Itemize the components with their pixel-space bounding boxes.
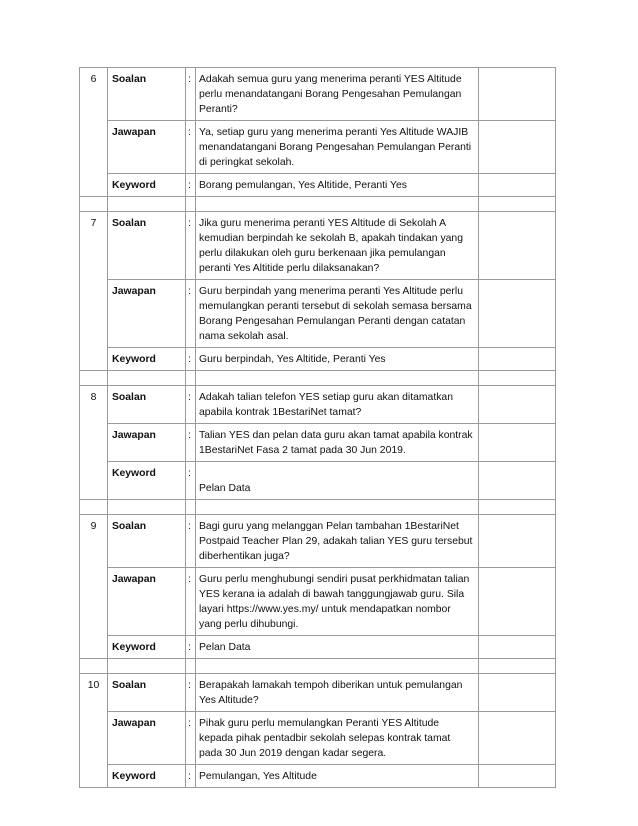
- answer-row: [80, 121, 556, 174]
- colon: :: [186, 515, 196, 568]
- faq-table: [79, 67, 556, 788]
- keyword-label: Keyword: [108, 636, 186, 659]
- keyword-row: [80, 765, 556, 788]
- question-text: Adakah talian telefon YES setiap guru akan ditamatkan apabila kontrak 1BestariNet tamat?: [196, 386, 479, 424]
- keyword-row: [80, 348, 556, 371]
- answer-row: [80, 424, 556, 462]
- question-row: [80, 515, 556, 568]
- colon: :: [186, 462, 196, 500]
- empty-cell: [479, 674, 556, 712]
- soalan-label: Soalan: [108, 68, 186, 121]
- spacer-row: [80, 659, 556, 674]
- question-row: [80, 674, 556, 712]
- empty-cell: [479, 636, 556, 659]
- keyword-label: Keyword: [108, 462, 186, 500]
- spacer-row: [80, 197, 556, 212]
- empty-cell: [479, 348, 556, 371]
- keyword-row: [80, 462, 556, 500]
- keyword-text: Pelan Data: [196, 636, 479, 659]
- colon: :: [186, 386, 196, 424]
- entry-number: 6: [80, 68, 108, 197]
- soalan-label: Soalan: [108, 515, 186, 568]
- answer-text: Pihak guru perlu memulangkan Peranti YES Altitude kepada pihak pentadbir sekolah selepas kontrak tamat pada 30 Jun 2019 dengan kadar segera.: [196, 712, 479, 765]
- question-row: [80, 212, 556, 280]
- answer-text: Talian YES dan pelan data guru akan tamat apabila kontrak 1BestariNet Fasa 2 tamat pada 30 Jun 2019.: [196, 424, 479, 462]
- entry-number: 8: [80, 386, 108, 500]
- colon: :: [186, 636, 196, 659]
- empty-cell: [479, 424, 556, 462]
- empty-cell: [479, 121, 556, 174]
- colon: :: [186, 568, 196, 636]
- question-text: Berapakah lamakah tempoh diberikan untuk pemulangan Yes Altitude?: [196, 674, 479, 712]
- entry-number: 9: [80, 515, 108, 659]
- answer-text: Guru perlu menghubungi sendiri pusat perkhidmatan talian YES kerana ia adalah di bawah tanggungjawab guru. Sila layari https://www.yes.my/ untuk mendapatkan nombor yang perlu dihubungi.: [196, 568, 479, 636]
- empty-cell: [479, 174, 556, 197]
- empty-cell: [479, 765, 556, 788]
- entry-number: 10: [80, 674, 108, 788]
- colon: :: [186, 424, 196, 462]
- answer-text: Ya, setiap guru yang menerima peranti Yes Altitude WAJIB menandatangani Borang Pengesahan Pemulangan Peranti di peringkat sekolah.: [196, 121, 479, 174]
- keyword-text: Borang pemulangan, Yes Altitide, Peranti Yes: [196, 174, 479, 197]
- blank-line: [199, 466, 474, 481]
- entry-number: 7: [80, 212, 108, 371]
- keyword-cell: [196, 462, 479, 500]
- colon: :: [186, 121, 196, 174]
- keyword-label: Keyword: [108, 174, 186, 197]
- keyword-text: Guru berpindah, Yes Altitide, Peranti Yes: [196, 348, 479, 371]
- keyword-row: [80, 636, 556, 659]
- empty-cell: [479, 386, 556, 424]
- answer-text: Guru berpindah yang menerima peranti Yes Altitude perlu memulangkan peranti tersebut di sekolah semasa bersama Borang Pengesahan Pemulangan Peranti dengan catatan nama sekolah asal.: [196, 280, 479, 348]
- colon: :: [186, 674, 196, 712]
- keyword-text: Pemulangan, Yes Altitude: [196, 765, 479, 788]
- empty-cell: [479, 462, 556, 500]
- soalan-label: Soalan: [108, 386, 186, 424]
- answer-row: [80, 712, 556, 765]
- empty-cell: [479, 712, 556, 765]
- jawapan-label: Jawapan: [108, 712, 186, 765]
- jawapan-label: Jawapan: [108, 121, 186, 174]
- keyword-row: [80, 174, 556, 197]
- jawapan-label: Jawapan: [108, 568, 186, 636]
- colon: :: [186, 174, 196, 197]
- colon: :: [186, 68, 196, 121]
- empty-cell: [479, 68, 556, 121]
- question-text: Adakah semua guru yang menerima peranti YES Altitude perlu menandatangani Borang Pengesahan Pemulangan Peranti?: [196, 68, 479, 121]
- colon: :: [186, 212, 196, 280]
- keyword-text: Pelan Data: [199, 483, 251, 494]
- colon: :: [186, 712, 196, 765]
- empty-cell: [479, 212, 556, 280]
- answer-row: [80, 280, 556, 348]
- jawapan-label: Jawapan: [108, 424, 186, 462]
- soalan-label: Soalan: [108, 212, 186, 280]
- empty-cell: [479, 515, 556, 568]
- keyword-label: Keyword: [108, 765, 186, 788]
- jawapan-label: Jawapan: [108, 280, 186, 348]
- soalan-label: Soalan: [108, 674, 186, 712]
- spacer-row: [80, 500, 556, 515]
- keyword-label: Keyword: [108, 348, 186, 371]
- answer-row: [80, 568, 556, 636]
- empty-cell: [479, 280, 556, 348]
- empty-cell: [479, 568, 556, 636]
- colon: :: [186, 280, 196, 348]
- question-row: [80, 68, 556, 121]
- spacer-row: [80, 371, 556, 386]
- question-text: Bagi guru yang melanggan Pelan tambahan 1BestariNet Postpaid Teacher Plan 29, adakah talian YES guru tersebut diberhentikan juga?: [196, 515, 479, 568]
- colon: :: [186, 765, 196, 788]
- question-text: Jika guru menerima peranti YES Altitude di Sekolah A kemudian berpindah ke sekolah B, apakah tindakan yang perlu dilakukan oleh guru berkenaan jika pemulangan peranti Yes Altitide perlu dilaksanakan?: [196, 212, 479, 280]
- colon: :: [186, 348, 196, 371]
- question-row: [80, 386, 556, 424]
